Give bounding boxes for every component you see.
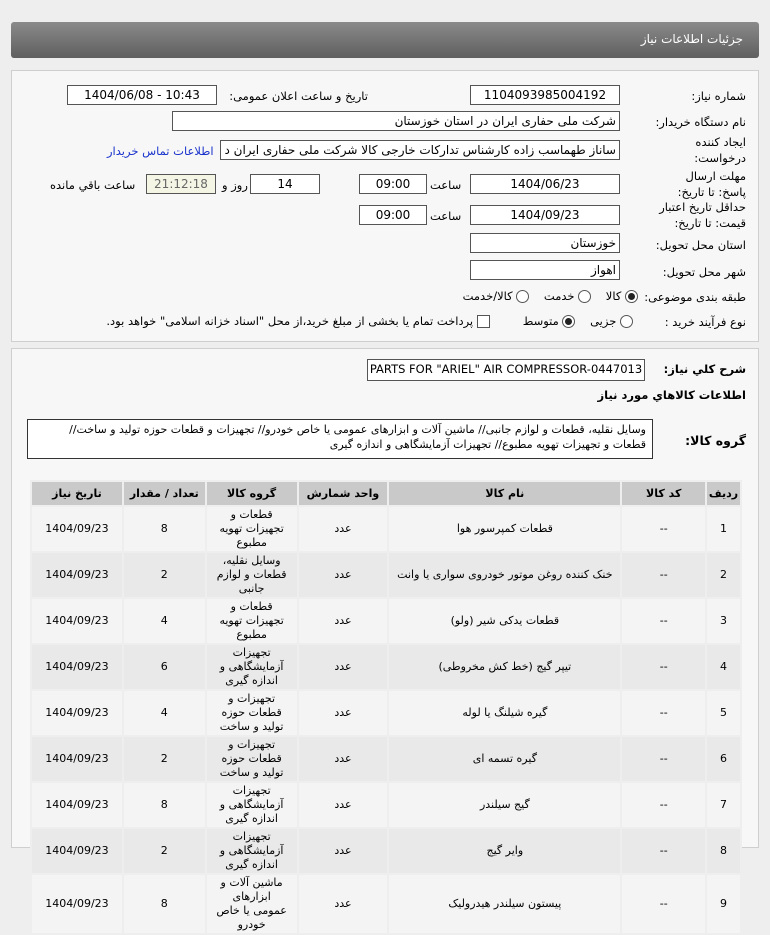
table-row[interactable] — [31, 506, 741, 552]
goods-group-field: وسایل نقلیه، قطعات و لوازم جانبی// ماشین آلات و ابزارهای عمومی یا خاص خودرو// تجهیزات و قطعات حوزه تولید و ساخت// قطعات و تجهیزات تهویه مطبوع// تجهیزات آزمایشگاهی و اندازه گیری — [27, 419, 653, 459]
process-minor-label: جزیی — [590, 314, 617, 328]
quantity: 6 — [123, 644, 206, 690]
item-group: تجهیزات و قطعات حوزه تولید و ساخت — [206, 690, 298, 736]
process-medium-radio[interactable] — [562, 315, 575, 328]
category-radio-group — [463, 288, 638, 304]
item-name: گیج سیلندر — [388, 782, 621, 828]
goods-panel — [11, 348, 759, 931]
category-label: طبقه بندی موضوعی: — [644, 290, 746, 304]
row-number: 1 — [706, 506, 741, 552]
need-number-field[interactable]: 1104093985004192 — [470, 85, 620, 105]
days-field[interactable]: 14 — [250, 174, 320, 194]
need-date: 1404/09/23 — [31, 598, 123, 644]
province-label: استان محل تحویل: — [655, 238, 746, 252]
row-number: 5 — [706, 690, 741, 736]
deadline-time-label: ساعت — [430, 178, 462, 192]
unit: عدد — [298, 874, 389, 934]
announce-field[interactable]: 1404/06/08 - 10:43 — [67, 85, 217, 105]
unit: عدد — [298, 736, 389, 782]
buyer-field[interactable]: شرکت ملی حفاری ایران در استان خوزستان — [172, 111, 620, 131]
remaining-label: ساعت باقي مانده — [50, 178, 136, 192]
process-label: نوع فرآیند خرید : — [664, 315, 746, 329]
item-group: قطعات و تجهیزات تهویه مطبوع — [206, 598, 298, 644]
category-goods-radio[interactable] — [625, 290, 638, 303]
item-name: قطعات کمپرسور هوا — [388, 506, 621, 552]
process-minor-radio[interactable] — [620, 315, 633, 328]
item-code: -- — [621, 598, 706, 644]
quantity: 8 — [123, 782, 206, 828]
page-header — [11, 22, 759, 58]
item-code: -- — [621, 828, 706, 874]
goods-group-label: گروه کالا: — [685, 433, 746, 448]
need-date: 1404/09/23 — [31, 782, 123, 828]
col-group: گروه کالا — [206, 481, 298, 506]
item-code: -- — [621, 782, 706, 828]
col-code: کد کالا — [621, 481, 706, 506]
validity-time-label: ساعت — [430, 209, 462, 223]
item-group: تجهیزات آزمایشگاهی و اندازه گیری — [206, 644, 298, 690]
item-group: قطعات و تجهیزات تهویه مطبوع — [206, 506, 298, 552]
goods-section-title: اطلاعات كالاهاي مورد نياز — [597, 388, 746, 402]
unit: عدد — [298, 598, 389, 644]
item-name: وایر گیج — [388, 828, 621, 874]
col-row: ردیف — [706, 481, 741, 506]
row-number: 8 — [706, 828, 741, 874]
quantity: 2 — [123, 736, 206, 782]
deadline-date-field[interactable]: 1404/06/23 — [470, 174, 620, 194]
need-date: 1404/09/23 — [31, 506, 123, 552]
announce-label: تاریخ و ساعت اعلان عمومی: — [229, 89, 368, 103]
validity-label: حداقل تاریخ اعتبار قیمت: تا تاریخ: — [659, 200, 746, 230]
row-number: 4 — [706, 644, 741, 690]
treasury-payment-checkbox[interactable] — [477, 315, 490, 328]
category-service-label: خدمت — [543, 289, 575, 303]
category-goods-label: کالا — [605, 289, 622, 303]
table-row[interactable] — [31, 782, 741, 828]
item-name: خنک کننده روغن موتور خودروی سواری یا وانت — [388, 552, 621, 598]
item-code: -- — [621, 506, 706, 552]
quantity: 2 — [123, 552, 206, 598]
col-name: نام کالا — [388, 481, 621, 506]
process-radio-group — [106, 313, 633, 329]
quantity: 4 — [123, 598, 206, 644]
table-row[interactable] — [31, 828, 741, 874]
col-qty: تعداد / مقدار — [123, 481, 206, 506]
table-row[interactable] — [31, 736, 741, 782]
item-code: -- — [621, 874, 706, 934]
remaining-time-field: 21:12:18 — [146, 174, 216, 194]
need-date: 1404/09/23 — [31, 828, 123, 874]
buyer-label: نام دستگاه خریدار: — [655, 115, 746, 129]
need-date: 1404/09/23 — [31, 690, 123, 736]
item-name: تیپر گیج (خط کش مخروطی) — [388, 644, 621, 690]
unit: عدد — [298, 552, 389, 598]
item-group: تجهیزات آزمایشگاهی و اندازه گیری — [206, 782, 298, 828]
col-date: تاریخ نیاز — [31, 481, 123, 506]
payment-note: پرداخت تمام یا بخشی از مبلغ خرید،از محل "اسناد خزانه اسلامی" خواهد بود. — [106, 314, 474, 328]
contact-buyer-link[interactable]: اطلاعات تماس خریدار — [107, 144, 214, 158]
summary-field[interactable]: PARTS FOR "ARIEL" AIR COMPRESSOR-0447013 — [367, 359, 645, 381]
item-group: تجهیزات و قطعات حوزه تولید و ساخت — [206, 736, 298, 782]
validity-date-field[interactable]: 1404/09/23 — [470, 205, 620, 225]
days-label: روز و — [222, 178, 248, 192]
item-name: پیستون سیلندر هیدرولیک — [388, 874, 621, 934]
process-medium-label: متوسط — [522, 314, 559, 328]
category-service-radio[interactable] — [578, 290, 591, 303]
need-details-panel — [11, 70, 759, 342]
deadline-label: مهلت ارسال پاسخ: تا تاریخ: — [677, 169, 746, 199]
creator-field[interactable]: ساناز طهماسب زاده کارشناس تدارکات خارجی کالا شرکت ملی حفاری ایران د — [220, 140, 620, 160]
item-name: گیره تسمه ای — [388, 736, 621, 782]
table-header-row — [31, 481, 741, 506]
item-name: گیره شیلنگ یا لوله — [388, 690, 621, 736]
table-row[interactable] — [31, 644, 741, 690]
unit: عدد — [298, 828, 389, 874]
row-number: 6 — [706, 736, 741, 782]
table-row[interactable] — [31, 690, 741, 736]
creator-label: ایجاد کننده درخواست: — [694, 135, 746, 165]
summary-label: شرح كلي نياز: — [663, 362, 746, 376]
row-number: 9 — [706, 874, 741, 934]
need-date: 1404/09/23 — [31, 552, 123, 598]
category-both-label: کالا/خدمت — [462, 289, 513, 303]
table-row[interactable] — [31, 552, 741, 598]
quantity: 8 — [123, 506, 206, 552]
city-field[interactable]: اهواز — [470, 260, 620, 280]
item-name: قطعات یدکی شیر (ولو) — [388, 598, 621, 644]
col-unit: واحد شمارش — [298, 481, 389, 506]
category-both-radio[interactable] — [516, 290, 529, 303]
page-title: جزئیات اطلاعات نیاز — [640, 32, 743, 46]
need-date: 1404/09/23 — [31, 736, 123, 782]
item-code: -- — [621, 644, 706, 690]
goods-table — [30, 480, 742, 935]
unit: عدد — [298, 506, 389, 552]
table-row[interactable] — [31, 598, 741, 644]
need-number-label: شماره نیاز: — [691, 89, 746, 103]
deadline-time-field[interactable]: 09:00 — [359, 174, 427, 194]
unit: عدد — [298, 782, 389, 828]
item-group: ماشین آلات و ابزارهای عمومی یا خاص خودرو — [206, 874, 298, 934]
item-code: -- — [621, 690, 706, 736]
item-group: تجهیزات آزمایشگاهی و اندازه گیری — [206, 828, 298, 874]
row-number: 2 — [706, 552, 741, 598]
item-group: وسایل نقلیه، قطعات و لوازم جانبی — [206, 552, 298, 598]
quantity: 8 — [123, 874, 206, 934]
province-field[interactable]: خوزستان — [470, 233, 620, 253]
item-code: -- — [621, 736, 706, 782]
quantity: 2 — [123, 828, 206, 874]
unit: عدد — [298, 644, 389, 690]
table-row[interactable] — [31, 874, 741, 934]
row-number: 7 — [706, 782, 741, 828]
unit: عدد — [298, 690, 389, 736]
need-date: 1404/09/23 — [31, 644, 123, 690]
row-number: 3 — [706, 598, 741, 644]
validity-time-field[interactable]: 09:00 — [359, 205, 427, 225]
item-code: -- — [621, 552, 706, 598]
quantity: 4 — [123, 690, 206, 736]
city-label: شهر محل تحویل: — [662, 265, 746, 279]
need-date: 1404/09/23 — [31, 874, 123, 934]
